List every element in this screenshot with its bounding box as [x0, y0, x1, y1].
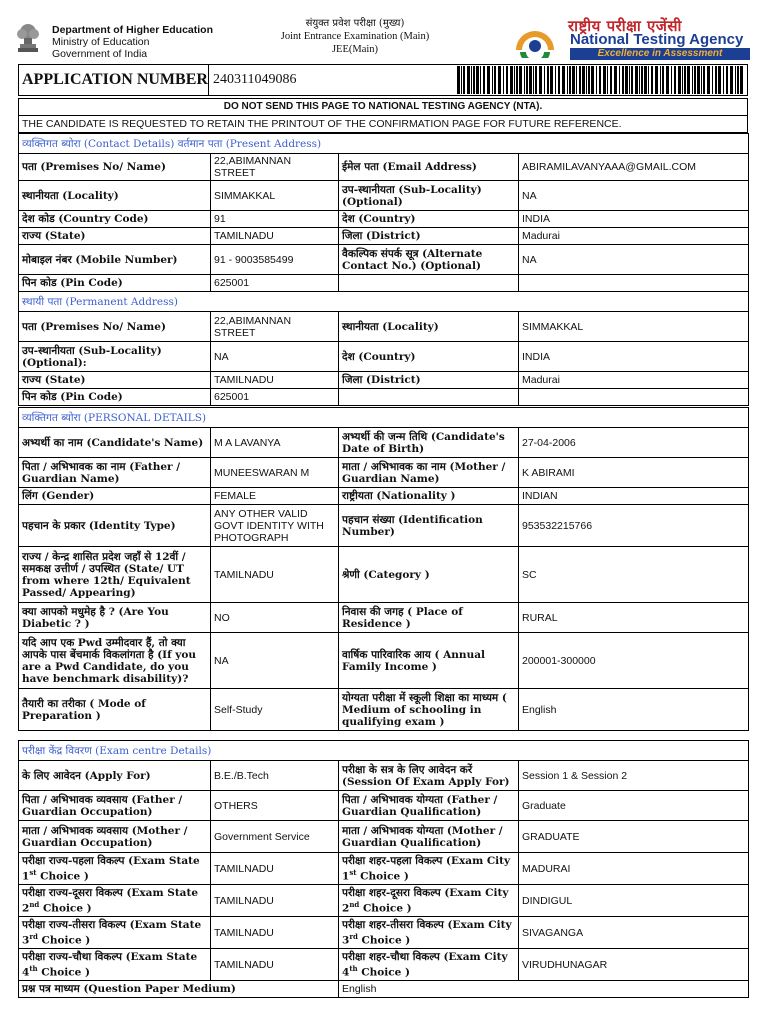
field-label: देश (Country) [339, 211, 519, 228]
table-row [19, 389, 749, 406]
field-label: देश (Country) [339, 342, 519, 372]
table-row [19, 211, 749, 228]
label-text: परीक्षा राज्य-तीसरा विकल्प (Exam State 3 [22, 918, 202, 947]
field-value [519, 275, 749, 292]
field-value: 953532215766 [519, 505, 749, 547]
field-value: 625001 [211, 275, 339, 292]
field-label: स्थानीयता (Locality) [19, 181, 211, 211]
nta-logo-icon [514, 24, 556, 58]
label-text: परीक्षा शहर-चौथा विकल्प (Exam City 4 [342, 950, 508, 979]
exam-title-hindi: संयुक्त प्रवेश परीक्षा (मुख्य) [305, 18, 405, 29]
field-value: Self-Study [211, 689, 339, 731]
exam-title-english: Joint Entrance Examination (Main) [280, 31, 430, 42]
table-row [19, 488, 749, 505]
field-label [339, 389, 519, 406]
nta-logo [514, 16, 752, 58]
field-label: माता / अभिभावक व्यवसाय (Mother / Guardian Occupation) [19, 821, 211, 853]
field-label: पता (Premises No/ Name) [19, 312, 211, 342]
field-value: MUNEESWARAN M [211, 458, 339, 488]
field-value: M A LAVANYA [211, 428, 339, 458]
barcode-icon [455, 66, 747, 94]
table-row [19, 885, 749, 917]
field-label: पिता / अभिभावक का नाम (Father / Guardian Name) [19, 458, 211, 488]
permanent-address-heading: स्थायी पता (Permanent Address) [19, 292, 749, 312]
personal-details-table [18, 407, 749, 731]
field-label [19, 949, 211, 981]
field-value: Madurai [519, 372, 749, 389]
field-label: माता / अभिभावक योग्यता (Mother / Guardian Qualification) [339, 821, 519, 853]
field-value: Government Service [211, 821, 339, 853]
application-number-label: APPLICATION NUMBER [19, 65, 209, 95]
field-value: INDIAN [519, 488, 749, 505]
table-row [19, 228, 749, 245]
field-label: योग्यता परीक्षा में स्कूली शिक्षा का माध्यम ( Medium of schooling in qualifying exam ) [339, 689, 519, 731]
field-value: B.E./B.Tech [211, 761, 339, 791]
label-text: Choice ) [39, 902, 92, 915]
field-value: Graduate [519, 791, 749, 821]
field-value: FEMALE [211, 488, 339, 505]
field-label: राज्य (State) [19, 372, 211, 389]
field-value: 22,ABIMANNAN STREET [211, 154, 339, 181]
table-row [19, 458, 749, 488]
field-label: अभ्यर्थी की जन्म तिथि (Candidate's Date of Birth) [339, 428, 519, 458]
field-label: उप-स्थानीयता (Sub-Locality)(Optional) [339, 181, 519, 211]
department-block [52, 24, 213, 60]
field-value: TAMILNADU [211, 853, 339, 885]
field-label: निवास की जगह ( Place of Residence ) [339, 603, 519, 633]
present-address-table [18, 133, 749, 292]
retain-printout-notice: THE CANDIDATE IS REQUESTED TO RETAIN THE PRINTOUT OF THE CONFIRMATION PAGE FOR FUTURE REFERENCE. [18, 116, 748, 133]
field-value: TAMILNADU [211, 547, 339, 603]
table-row [19, 275, 749, 292]
ordinal-suffix: nd [349, 899, 360, 909]
nta-name-english: National Testing Agency [570, 31, 744, 48]
field-value: TAMILNADU [211, 228, 339, 245]
label-text: Choice ) [37, 934, 91, 947]
table-row [19, 505, 749, 547]
field-value: TAMILNADU [211, 372, 339, 389]
ordinal-suffix: th [29, 963, 38, 973]
field-value: OTHERS [211, 791, 339, 821]
field-label [339, 885, 519, 917]
label-text: Choice ) [359, 902, 412, 915]
field-value: TAMILNADU [211, 885, 339, 917]
label-text: परीक्षा शहर-पहला विकल्प (Exam City 1 [342, 854, 511, 883]
field-value: English [519, 689, 749, 731]
exam-title-block [230, 17, 480, 56]
label-text: Choice ) [356, 870, 409, 883]
table-row [19, 312, 749, 342]
field-value: 91 - 9003585499 [211, 245, 339, 275]
do-not-send-notice: DO NOT SEND THIS PAGE TO NATIONAL TESTING AGENCY (NTA). [18, 98, 748, 116]
field-label: पहचान संख्या (Identification Number) [339, 505, 519, 547]
field-label: राज्य / केन्द्र शासित प्रदेश जहाँ से 12वीं / समकक्ष उत्तीर्ण / उपस्थित (State/ UT from where 12th/ Equivalent Passed/ Appearing) [19, 547, 211, 603]
field-label [339, 949, 519, 981]
field-value: K ABIRAMI [519, 458, 749, 488]
field-value: NA [211, 633, 339, 689]
field-value: 22,ABIMANNAN STREET [211, 312, 339, 342]
table-row [19, 603, 749, 633]
field-label [19, 917, 211, 949]
field-label: देश कोड (Country Code) [19, 211, 211, 228]
field-label: राज्य (State) [19, 228, 211, 245]
dept-title: Department of Higher Education [52, 24, 214, 36]
label-text: परीक्षा शहर-तीसरा विकल्प (Exam City 3 [342, 918, 512, 947]
ordinal-suffix: th [349, 963, 358, 973]
field-label: जिला (District) [339, 372, 519, 389]
field-value: SIMMAKKAL [211, 181, 339, 211]
label-text: परीक्षा राज्य-चौथा विकल्प (Exam State 4 [22, 950, 198, 979]
label-text: Choice ) [357, 934, 411, 947]
field-label: जिला (District) [339, 228, 519, 245]
field-value: SIMMAKKAL [519, 312, 749, 342]
table-row [19, 245, 749, 275]
field-label: लिंग (Gender) [19, 488, 211, 505]
field-label: ईमेल पता (Email Address) [339, 154, 519, 181]
field-value: 625001 [211, 389, 339, 406]
table-row [19, 633, 749, 689]
exam-centre-table [18, 740, 749, 998]
field-value: Session 1 & Session 2 [519, 761, 749, 791]
field-value: NA [519, 245, 749, 275]
field-value: TAMILNADU [211, 949, 339, 981]
field-label: वार्षिक पारिवारिक आय ( Annual Family Income ) [339, 633, 519, 689]
ordinal-suffix: st [349, 867, 357, 877]
table-row [19, 917, 749, 949]
application-number-value: 240311049086 [213, 72, 297, 87]
field-value: MADURAI [519, 853, 749, 885]
field-label: माता / अभिभावक का नाम (Mother / Guardian Name) [339, 458, 519, 488]
field-value: NO [211, 603, 339, 633]
field-value: ABIRAMILAVANYAAA@GMAIL.COM [519, 154, 749, 181]
field-label: प्रश्न पत्र माध्यम (Question Paper Medium) [19, 981, 339, 998]
table-row [19, 342, 749, 372]
label-text: Choice ) [36, 870, 89, 883]
national-emblem-icon [14, 18, 42, 56]
field-value: NA [211, 342, 339, 372]
exam-centre-heading: परीक्षा केंद्र विवरण (Exam centre Details) [19, 741, 749, 761]
field-label [19, 853, 211, 885]
field-value: SIVAGANGA [519, 917, 749, 949]
field-value: GRADUATE [519, 821, 749, 853]
ordinal-suffix: rd [349, 931, 358, 941]
field-label: क्या आपको मधुमेह है ? (Are You Diabetic ? ) [19, 603, 211, 633]
ministry-name: Ministry of Education [52, 36, 150, 48]
field-value: English [339, 981, 749, 998]
exam-short-name: JEE(Main) [331, 44, 379, 55]
field-label [339, 853, 519, 885]
table-row [19, 154, 749, 181]
field-value: Madurai [519, 228, 749, 245]
field-label: के लिए आवेदन (Apply For) [19, 761, 211, 791]
field-label: पता (Premises No/ Name) [19, 154, 211, 181]
field-value: 200001-300000 [519, 633, 749, 689]
permanent-address-table [18, 291, 749, 406]
label-text: Choice ) [357, 966, 410, 979]
field-value: TAMILNADU [211, 917, 339, 949]
table-row [19, 853, 749, 885]
label-text: परीक्षा राज्य-दूसरा विकल्प (Exam State 2 [22, 886, 199, 915]
field-value: NA [519, 181, 749, 211]
field-value: 27-04-2006 [519, 428, 749, 458]
field-value: DINDIGUL [519, 885, 749, 917]
personal-details-heading: व्यक्तिगत ब्योरा (PERSONAL DETAILS) [19, 408, 749, 428]
field-label: पहचान के प्रकार (Identity Type) [19, 505, 211, 547]
field-label: परीक्षा के सत्र के लिए आवेदन करें (Session Of Exam Apply For) [339, 761, 519, 791]
field-label: पिता / अभिभावक व्यवसाय (Father / Guardian Occupation) [19, 791, 211, 821]
nta-name-hindi: राष्ट्रीय परीक्षा एजेंसी [568, 17, 682, 35]
field-label: पिन कोड (Pin Code) [19, 389, 211, 406]
field-value: RURAL [519, 603, 749, 633]
field-value [519, 389, 749, 406]
ordinal-suffix: nd [29, 899, 40, 909]
ordinal-suffix: st [29, 867, 37, 877]
table-row [19, 761, 749, 791]
nta-tagline: Excellence in Assessment [570, 48, 750, 60]
page-header [0, 0, 768, 64]
field-label [19, 885, 211, 917]
field-value: ANY OTHER VALID GOVT IDENTITY WITH PHOTOGRAPH [211, 505, 339, 547]
field-label: श्रेणी (Category ) [339, 547, 519, 603]
table-row [19, 821, 749, 853]
table-row [19, 181, 749, 211]
field-label: स्थानीयता (Locality) [339, 312, 519, 342]
ordinal-suffix: rd [29, 931, 38, 941]
table-row [19, 372, 749, 389]
table-row [19, 949, 749, 981]
field-label [339, 917, 519, 949]
table-row [19, 689, 749, 731]
field-label: मोबाइल नंबर (Mobile Number) [19, 245, 211, 275]
label-text: Choice ) [37, 966, 90, 979]
label-text: परीक्षा राज्य-पहला विकल्प (Exam State 1 [22, 854, 200, 883]
present-address-heading: व्यक्तिगत ब्योरा (Contact Details) वर्तमान पता (Present Address) [19, 134, 749, 154]
table-row [19, 547, 749, 603]
table-row [19, 791, 749, 821]
field-value: 91 [211, 211, 339, 228]
field-label: यदि आप एक Pwd उम्मीदवार हैं, तो क्या आपके पास बेंचमार्क विकलांगता है (If you are a Pwd Candidate, do you have benchmark disability)? [19, 633, 211, 689]
field-label: अभ्यर्थी का नाम (Candidate's Name) [19, 428, 211, 458]
field-label: राष्ट्रीयता (Nationality ) [339, 488, 519, 505]
field-label: वैकल्पिक संपर्क सूत्र (Alternate Contact No.) (Optional) [339, 245, 519, 275]
field-label: पिन कोड (Pin Code) [19, 275, 211, 292]
label-text: परीक्षा शहर-दूसरा विकल्प (Exam City 2 [342, 886, 509, 915]
application-number-box [18, 64, 748, 96]
field-value: SC [519, 547, 749, 603]
government-name: Government of India [52, 48, 148, 60]
field-value: INDIA [519, 342, 749, 372]
field-value: VIRUDHUNAGAR [519, 949, 749, 981]
field-label [339, 275, 519, 292]
field-value: INDIA [519, 211, 749, 228]
field-label: पिता / अभिभावक योग्यता (Father / Guardian Qualification) [339, 791, 519, 821]
table-row [19, 981, 749, 998]
field-label: उप-स्थानीयता (Sub-Locality)(Optional): [19, 342, 211, 372]
table-row [19, 428, 749, 458]
field-label: तैयारी का तरीका ( Mode of Preparation ) [19, 689, 211, 731]
